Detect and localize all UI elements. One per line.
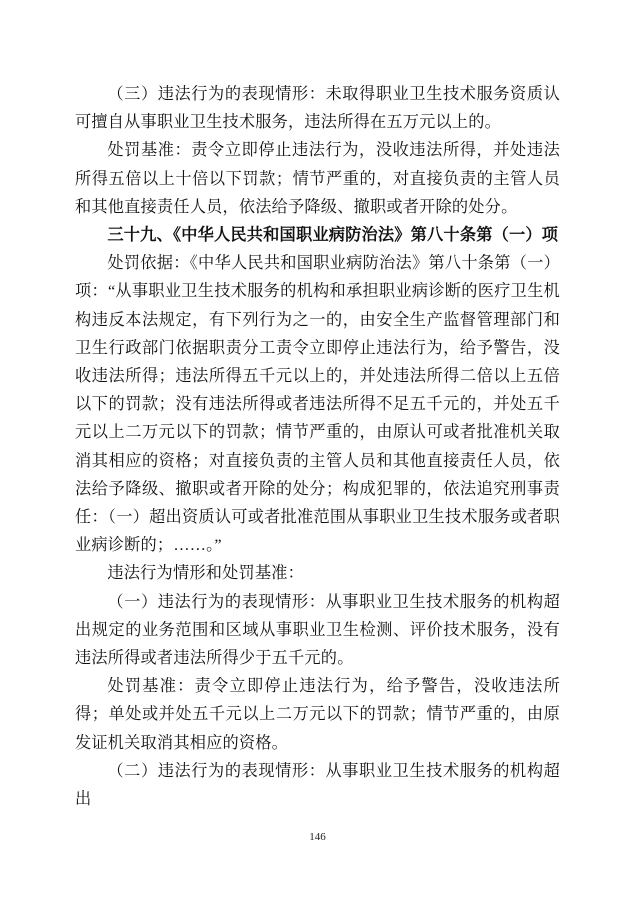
page-footer: [0, 831, 635, 843]
page-number: 146: [309, 831, 326, 843]
paragraph: 处罚基准：责令立即停止违法行为，没收违法所得，并处违法所得五倍以上十倍以下罚款；情节严重的，对直接负责的主管人员和其他直接责任人员，依法给予降级、撤职或者开除的处分。: [75, 141, 560, 216]
document-body: [75, 80, 560, 813]
paragraph: 处罚依据：《中华人民共和国职业病防治法》第八十条第（一）项：“从事职业卫生技术服务的机构和承担职业病诊断的医疗卫生机构违反本法规定，有下列行为之一的，由安全生产监督管理部门和卫生行政部门依据职责分工责令立即停止违法行为，给予警告，没收违法所得；违法所得五千元以上的，并处违法所得二倍以上五倍以下的罚款；没有违法所得或者违法所得不足五千元的，并处五千元以上二万元以下的罚款；情节严重的，由原认可或者批准机关取消其相应的资格；对直接负责的主管人员和其他直接责任人员，依法给予降级、撤职或者开除的处分；构成犯罪的，依法追究刑事责任：（一）超出资质认可或者批准范围从事职业卫生技术服务或者职业病诊断的；……。”: [75, 254, 560, 555]
paragraph: 三十九、《中华人民共和国职业病防治法》第八十条第（一）项: [107, 226, 559, 245]
paragraph: （一）违法行为的表现情形：从事职业卫生技术服务的机构超出规定的业务范围和区域从事职业卫生检测、评价技术服务，没有违法所得或者违法所得少于五千元的。: [75, 592, 560, 668]
paragraph: 违法行为情形和处罚基准：: [107, 564, 305, 583]
paragraph: （二）违法行为的表现情形：从事职业卫生技术服务的机构超出: [75, 761, 560, 809]
paragraph: 处罚基准：责令立即停止违法行为，给予警告，没收违法所得；单处或并处五千元以上二万元以下的罚款；情节严重的，由原发证机关取消其相应的资格。: [75, 677, 560, 752]
paragraph: （三）违法行为的表现情形：未取得职业卫生技术服务资质认可擅自从事职业卫生技术服务，违法所得在五万元以上的。: [75, 85, 560, 132]
